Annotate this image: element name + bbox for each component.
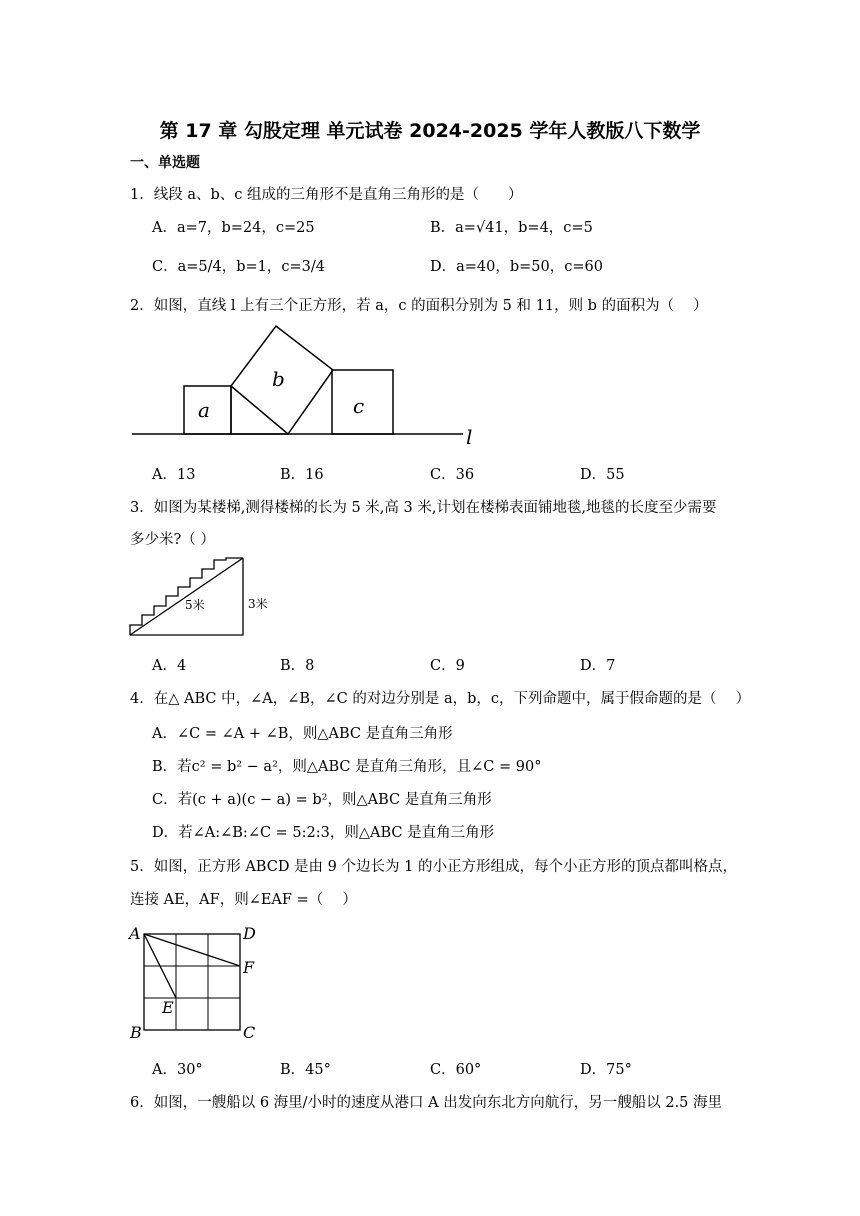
q4-stem: 4．在△ ABC 中，∠A，∠B，∠C 的对边分别是 a，b，c，下列命题中，属于假命题的是（ ） xyxy=(130,691,751,707)
q1-stem: 1．线段 a、b、c 组成的三角形不是直角三角形的是（ ） xyxy=(130,187,523,203)
label-length: 5米 xyxy=(185,598,205,612)
page-title: 第 17 章 勾股定理 单元试卷 2024-2025 学年人教版八下数学 xyxy=(159,120,701,142)
label-B: B xyxy=(130,1023,142,1040)
section-heading: 一、单选题 xyxy=(130,155,200,171)
label-F: F xyxy=(243,958,255,977)
label-c: c xyxy=(353,394,365,418)
label-A: A xyxy=(129,924,141,943)
q2-option-c: C．36 xyxy=(430,467,475,483)
q4-option-d: D．若∠A:∠B:∠C = 5:2:3，则△ABC 是直角三角形 xyxy=(152,825,495,841)
q5-option-a: A．30° xyxy=(152,1062,203,1078)
q4-option-b: B．若c² = b² − a²，则△ABC 是直角三角形，且∠C = 90° xyxy=(152,759,542,775)
q6-stem: 6．如图，一艘船以 6 海里/小时的速度从港口 A 出发向东北方向航行，另一艘船以 2.5 海里 xyxy=(130,1095,723,1111)
q5-figure-grid xyxy=(128,922,268,1040)
q2-figure-squares xyxy=(128,318,488,448)
q5-option-c: C．60° xyxy=(430,1062,482,1078)
q5-stem-line1: 5．如图，正方形 ABCD 是由 9 个边长为 1 的小正方形组成，每个小正方形的顶点都叫格点， xyxy=(130,859,737,875)
label-a: a xyxy=(198,398,210,422)
q3-option-a: A．4 xyxy=(152,658,187,674)
label-height: 3米 xyxy=(248,597,268,611)
q1-option-d: D．a=40，b=50，c=60 xyxy=(430,259,603,275)
q3-option-d: D．7 xyxy=(580,658,616,674)
square-abcd xyxy=(144,934,240,1030)
q3-option-b: B．8 xyxy=(280,658,315,674)
label-l: l xyxy=(466,425,473,448)
q5-stem-line2: 连接 AE，AF，则∠EAF =（ ） xyxy=(130,892,357,908)
stair-hypotenuse xyxy=(130,558,243,635)
q2-option-b: B．16 xyxy=(280,467,324,483)
q1-option-c: C．a=5/4，b=1，c=3/4 xyxy=(152,259,325,275)
q3-option-c: C．9 xyxy=(430,658,465,674)
q3-stem-line2: 多少米?（ ） xyxy=(130,532,215,548)
q5-option-b: B．45° xyxy=(280,1062,331,1078)
segment-af xyxy=(144,934,240,966)
label-E: E xyxy=(162,998,174,1017)
q3-stem-line1: 3．如图为某楼梯,测得楼梯的长为 5 米,高 3 米,计划在楼梯表面铺地毯,地毯的长度至少需要 xyxy=(130,500,717,516)
q1-option-b: B．a=√41，b=4，c=5 xyxy=(430,220,593,236)
q1-option-a: A．a=7，b=24，c=25 xyxy=(152,220,315,236)
label-D: D xyxy=(243,924,256,943)
q3-figure-stairs xyxy=(128,555,278,640)
q2-option-d: D．55 xyxy=(580,467,625,483)
q4-option-a: A．∠C = ∠A + ∠B，则△ABC 是直角三角形 xyxy=(152,726,453,742)
q2-option-a: A．13 xyxy=(152,467,196,483)
q5-option-d: D．75° xyxy=(580,1062,632,1078)
q2-stem: 2．如图，直线 l 上有三个正方形，若 a，c 的面积分别为 5 和 11，则 b 的面积为（ ） xyxy=(130,298,708,314)
label-C: C xyxy=(243,1023,256,1040)
label-b: b xyxy=(272,367,285,391)
q4-option-c: C．若(c + a)(c − a) = b²，则△ABC 是直角三角形 xyxy=(152,792,492,808)
